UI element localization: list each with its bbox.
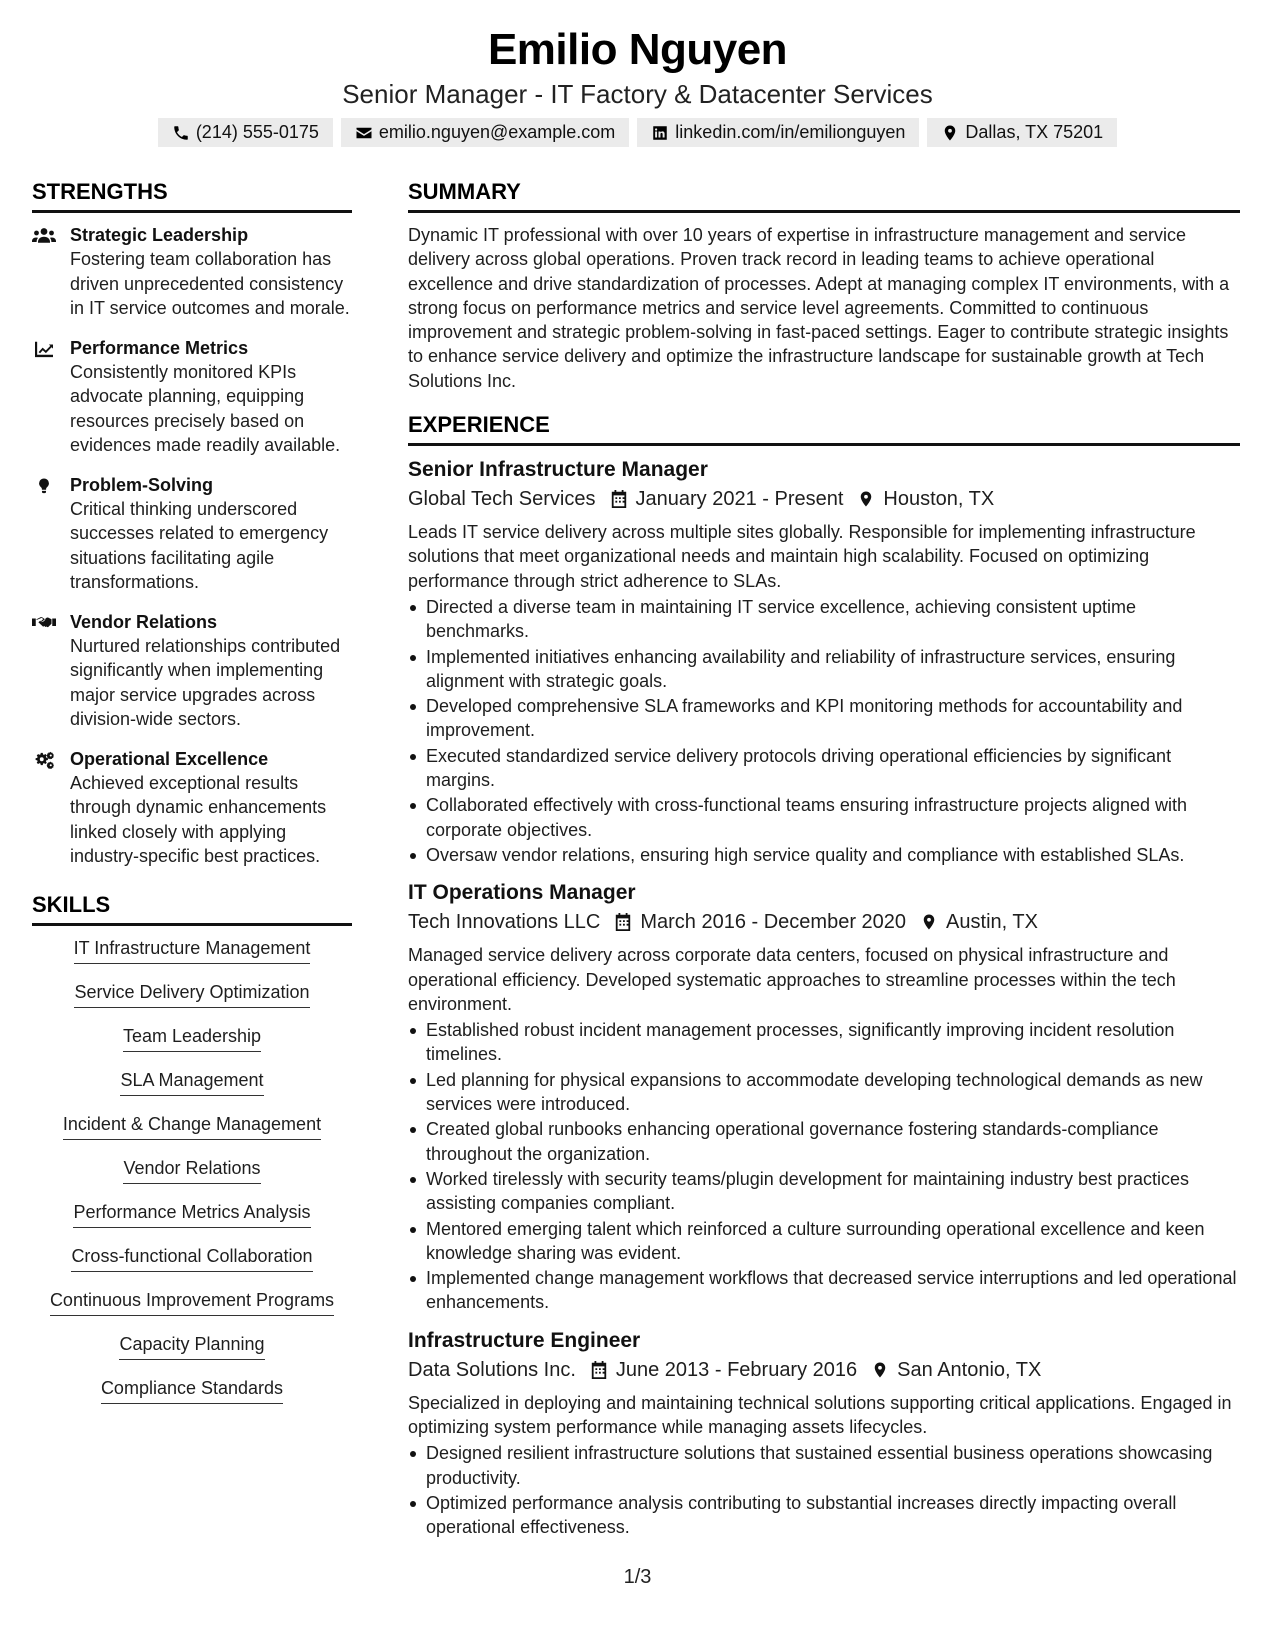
job-title: Senior Infrastructure Manager <box>408 458 708 482</box>
skill-item: SLA Management <box>120 1068 263 1096</box>
job-dates: March 2016 - December 2020 <box>640 911 907 934</box>
job-dates: June 2013 - February 2016 <box>615 1358 858 1381</box>
bullet-item: Directed a diverse team in maintaining IT service excellence, achieving consistent uptime benchmarks. <box>408 595 1240 644</box>
job-meta <box>408 907 1240 937</box>
skills-list <box>32 936 352 1420</box>
calendar-icon <box>610 489 628 509</box>
bullet-item: Created global runbooks enhancing operational governance fostering standards-compliance throughout the organization. <box>408 1117 1240 1166</box>
bullet-item: Developed comprehensive SLA frameworks and KPI monitoring methods for accountability and improvement. <box>408 694 1240 743</box>
strength-item <box>32 473 352 595</box>
summary-text: Dynamic IT professional with over 10 years of expertise in infrastructure management and service delivery across global operations. Proven track record in leading teams to achieve operational excellence and drive standardization of processes. Adept at managing complex IT environments, with a strong focus on performance metrics and service level agreements. Committed to continuous improvement and strategic problem-solving in fast-paced settings. Eager to contribute strategic insights to enhance service delivery and optimize the infrastructure landscape for sustainable growth at Tech Solutions Inc. <box>408 225 1230 391</box>
phone-icon <box>172 124 190 142</box>
contact-bar <box>0 118 1275 147</box>
bullet-item: Executed standardized service delivery protocols driving operational efficiencies by significant margins. <box>408 744 1240 793</box>
strength-title: Strategic Leadership <box>70 225 249 245</box>
skill-item: Vendor Relations <box>123 1156 260 1184</box>
strength-description: Nurtured relationships contributed significantly when implementing major service upgrades across division-wide sectors. <box>70 635 341 729</box>
bullet-item: Led planning for physical expansions to accommodate developing technological demands as new services were introduced. <box>408 1068 1240 1117</box>
job-company: Global Tech Services <box>408 488 596 511</box>
page-number: 1/3 <box>623 1566 652 1588</box>
calendar-icon <box>614 912 632 932</box>
skill-item: Performance Metrics Analysis <box>73 1200 310 1228</box>
experience-heading: EXPERIENCE <box>408 411 1240 446</box>
strength-description: Consistently monitored KPIs advocate planning, equipping resources precisely based on evidences made readily available. <box>70 361 341 455</box>
strength-title: Operational Excellence <box>70 748 269 769</box>
bullet-item: Designed resilient infrastructure solutions that sustained essential business operations showcasing productivity. <box>408 1441 1240 1490</box>
strength-item <box>32 223 352 321</box>
job-meta <box>408 484 1240 514</box>
strength-title: Performance Metrics <box>70 337 249 358</box>
left-column <box>32 178 352 1420</box>
summary-heading: SUMMARY <box>408 178 1240 213</box>
job-bullets <box>408 1018 1240 1315</box>
map-pin-icon <box>871 1360 889 1380</box>
lightbulb-icon <box>32 477 56 495</box>
job-description: Managed service delivery across corporate data centers, focused on physical infrastructure and operational efficiency. Developed systematic approaches to streamline processes within the tech environment. <box>408 945 1176 1014</box>
strength-item <box>32 336 352 458</box>
contact-email[interactable] <box>341 118 629 147</box>
skill-item: Service Delivery Optimization <box>74 980 309 1008</box>
job-company: Tech Innovations LLC <box>408 911 601 934</box>
map-pin-icon <box>857 489 875 509</box>
contact-linkedin[interactable] <box>637 118 919 147</box>
job-entry <box>408 456 1240 867</box>
linkedin-text: linkedin.com/in/emilionguyen <box>675 122 906 142</box>
email-text: emilio.nguyen@example.com <box>378 122 616 142</box>
bullet-item: Optimized performance analysis contributing to substantial increases directly impacting overall operational effectiveness. <box>408 1491 1240 1540</box>
bullet-item: Worked tirelessly with security teams/plugin development for maintaining industry best practices assisting companies compliant. <box>408 1167 1240 1216</box>
gears-icon <box>32 751 56 769</box>
calendar-icon <box>590 1360 608 1380</box>
skill-item: Team Leadership <box>123 1024 261 1052</box>
job-description: Leads IT service delivery across multiple sites globally. Responsible for implementing infrastructure solutions that meet organizational needs and maintain high scalability. Focused on optimizing performance through strict adherence to SLAs. <box>408 522 1196 591</box>
candidate-headline: Senior Manager - IT Factory & Datacenter Services <box>342 79 933 109</box>
bullet-item: Implemented initiatives enhancing availability and reliability of infrastructure services, ensuring alignment with strategic goals. <box>408 645 1240 694</box>
job-bullets <box>408 595 1240 867</box>
job-company: Data Solutions Inc. <box>408 1358 576 1381</box>
envelope-icon <box>355 124 373 142</box>
bullet-item: Collaborated effectively with cross-functional teams ensuring infrastructure projects aligned with corporate objectives. <box>408 793 1240 842</box>
job-description: Specialized in deploying and maintaining technical solutions supporting critical applications. Engaged in optimizing system performance while managing assets lifecycles. <box>408 1392 1232 1437</box>
bullet-item: Implemented change management workflows that decreased service interruptions and led operational enhancements. <box>408 1266 1240 1315</box>
resume-header <box>0 24 1275 147</box>
right-column <box>408 178 1240 1551</box>
job-location: San Antonio, TX <box>897 1358 1042 1381</box>
job-meta <box>408 1355 1240 1385</box>
job-entry <box>408 879 1240 1314</box>
job-title: IT Operations Manager <box>408 881 636 905</box>
contact-location <box>927 118 1117 147</box>
skill-item: Compliance Standards <box>101 1376 283 1404</box>
job-dates: January 2021 - Present <box>635 488 844 511</box>
map-pin-icon <box>920 912 938 932</box>
skill-item: Capacity Planning <box>119 1332 264 1360</box>
chart-line-icon <box>32 340 56 358</box>
users-icon <box>32 227 56 245</box>
strength-description: Fostering team collaboration has driven unprecedented consistency in IT service outcomes and morale. <box>70 249 350 318</box>
job-title: Infrastructure Engineer <box>408 1328 641 1352</box>
job-location: Houston, TX <box>883 488 995 511</box>
skill-item: Cross-functional Collaboration <box>71 1244 312 1272</box>
handshake-icon <box>32 614 56 632</box>
contact-phone[interactable] <box>158 118 333 147</box>
strength-title: Vendor Relations <box>70 611 218 632</box>
strengths-heading: STRENGTHS <box>32 178 352 213</box>
skill-item: Incident & Change Management <box>63 1112 321 1140</box>
skills-heading: SKILLS <box>32 891 352 926</box>
strength-title: Problem-Solving <box>70 474 214 495</box>
job-location: Austin, TX <box>946 911 1038 934</box>
strength-description: Achieved exceptional results through dynamic enhancements linked closely with applying industry-specific best practices. <box>70 772 327 866</box>
map-pin-icon <box>941 124 959 142</box>
phone-text: (214) 555-0175 <box>195 122 319 142</box>
strength-item <box>32 747 352 869</box>
skill-item: IT Infrastructure Management <box>74 936 311 964</box>
job-entry <box>408 1327 1240 1540</box>
linkedin-icon <box>651 124 669 142</box>
location-text: Dallas, TX 75201 <box>965 122 1104 142</box>
strength-description: Critical thinking underscored successes related to emergency situations facilitating agile transformations. <box>70 498 329 592</box>
bullet-item: Mentored emerging talent which reinforced a culture surrounding operational excellence and keen knowledge sharing was evident. <box>408 1217 1240 1266</box>
bullet-item: Established robust incident management processes, significantly improving incident resolution timelines. <box>408 1018 1240 1067</box>
bullet-item: Oversaw vendor relations, ensuring high service quality and compliance with established SLAs. <box>408 843 1240 867</box>
skill-item: Continuous Improvement Programs <box>50 1288 334 1316</box>
strength-item <box>32 610 352 732</box>
job-bullets <box>408 1441 1240 1539</box>
candidate-name: Emilio Nguyen <box>487 25 788 74</box>
